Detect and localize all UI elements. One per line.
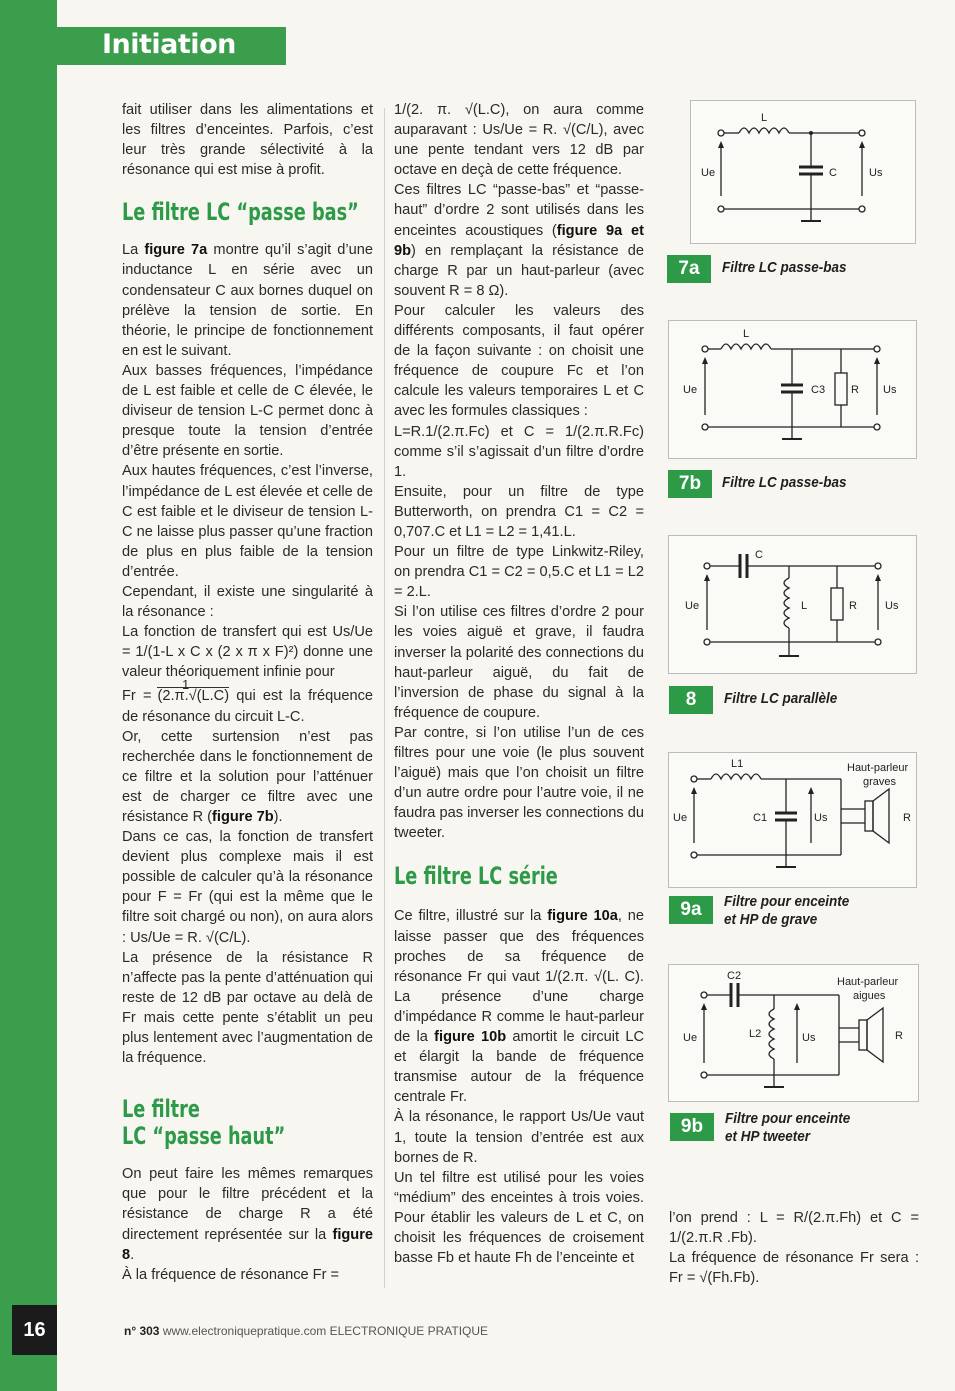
heading-lc-serie: Le filtre LC série xyxy=(394,862,558,891)
label-L2: L2 xyxy=(749,1028,762,1040)
paragraph: 1/(2. π. √(L.C), on aura comme auparavant : Us/Ue = R. √(C/L), avec une pente tendant vers 12 dB par octave en deçà de cette fréquence. xyxy=(394,102,644,179)
text: ) en remplaçant la résistance de charge R par un haut-parleur (avec souvent R = 8 Ω). xyxy=(394,242,644,299)
heading-passe-haut-1: Le filtre xyxy=(122,1095,200,1124)
label-C2: C2 xyxy=(727,970,742,982)
figure-badge-9b: 9b xyxy=(670,1113,714,1141)
paragraph: À la résonance, le rapport Us/Ue vaut 1, toute la tension d’entrée est aux bornes de R. xyxy=(394,1109,644,1166)
text: Or, cette surtension n’est pas recherchée dans le fonctionnement de ce filtre et la solution pour l’atténuer est de charger ce filtre avec une résistance R ( xyxy=(122,728,373,825)
paragraph xyxy=(122,240,373,361)
column-3 xyxy=(669,1208,919,1288)
label-R: R xyxy=(895,1030,903,1042)
paragraph xyxy=(394,180,644,301)
paragraph: Aux hautes fréquences, c’est l’inverse, l’impédance de L est élevée et celle de C est faible et le diviseur de tension L-C ne laisse plus passer qu’une fraction de plus en plus faible de la tension d’entrée. xyxy=(122,463,373,580)
figure-ref: figure 7a xyxy=(144,242,208,259)
label-L: L xyxy=(743,328,750,340)
label-L1: L1 xyxy=(731,758,744,770)
figure-caption-9b-line1: Filtre pour enceinte xyxy=(725,1110,851,1127)
text: montre qu’il s’agit d’une inductance L en série avec un condensateur C aux bornes duquel on prélève la tension de sortie. En théorie, le principe de fonctionnement en est le suivant. xyxy=(122,242,374,359)
text: amortit le circuit LC et élargit la bande de fréquence transmise autour de la fréquence centrale Fr. xyxy=(394,1029,644,1106)
site-url: www.electroniquepratique.com xyxy=(162,1324,327,1338)
figure-caption-7a: Filtre LC passe-bas xyxy=(722,259,847,276)
paragraph: Dans ce cas, la fonction de transfert devient plus complexe mais il est possible de calculer qu’à la résonance pour F = Fr (qui est la même que le filtre soit chargé ou non), on aura alors : Us/Ue = R. √(C/L). xyxy=(122,829,373,946)
label-Us: Us xyxy=(883,384,897,396)
label-C: C xyxy=(829,167,837,179)
label-Ue: Ue xyxy=(701,167,716,179)
paragraph: Cependant, il existe une singularité à la résonance : xyxy=(122,583,373,621)
label-C: C xyxy=(755,549,763,561)
left-margin-strip xyxy=(0,0,57,1391)
label-C3: C3 xyxy=(811,384,826,396)
magazine-name: ELECTRONIQUE PRATIQUE xyxy=(329,1324,489,1338)
figure-badge-7b: 7b xyxy=(668,470,712,498)
paragraph xyxy=(122,727,373,827)
text: On peut faire les mêmes remarques que pour le filtre précédent et la résistance de charge R a été directement représentée sur la xyxy=(122,1166,373,1243)
figure-7a-schematic xyxy=(690,100,916,244)
paragraph: Par contre, si l’on utilise l’un de ces filtres pour une voie (le plus souvent l’aiguë) mais que l’on choisit un filtre d’un autre ordre pour l’autre voie, il ne faudra pas inverser les connections du tweeter. xyxy=(394,724,644,842)
section-title: Initiation xyxy=(102,29,236,60)
figure-caption-7b: Filtre LC passe-bas xyxy=(722,474,847,491)
label-Us: Us xyxy=(885,600,899,612)
label-R: R xyxy=(903,812,911,824)
column-1 xyxy=(122,100,373,1285)
page-footer xyxy=(124,1324,488,1338)
section-header xyxy=(0,27,286,65)
label-Ue: Ue xyxy=(683,384,698,396)
paragraph xyxy=(122,1164,373,1264)
figure-caption-9a-line2: et HP de grave xyxy=(724,911,818,928)
label-L: L xyxy=(801,600,808,612)
label-Ue: Ue xyxy=(685,600,700,612)
label-R: R xyxy=(851,384,859,396)
label-Us: Us xyxy=(869,167,883,179)
text: qui est la fréquence de résonance du circuit L-C. xyxy=(122,688,373,725)
paragraph: l’on prend : L = R/(2.π.Fh) et C = 1/(2.π.R .Fb). xyxy=(669,1210,919,1247)
label-L: L xyxy=(761,112,768,124)
paragraph: Si l’on utilise ces filtres d’ordre 2 pour les voies aiguë et grave, il faudra inverser la polarité des connections du haut-parleur aiguë, du fait de l’inversion de phase du signal à la fréquence de coupure. xyxy=(394,604,644,721)
paragraph: Aux basses fréquences, l’impédance de L est faible et celle de C élevée, le diviseur de tension L-C permet donc à presque toute la tension d’entrée d’être présente en sortie. xyxy=(122,362,373,460)
label-C1: C1 xyxy=(753,812,768,824)
paragraph xyxy=(394,906,644,1107)
label-hp: Haut-parleur xyxy=(847,762,909,774)
figure-badge-9a: 9a xyxy=(669,896,713,924)
paragraph: Ensuite, pour un filtre de type Butterworth, on prendra C1 = C2 = 0,707.C et L1 = L2 = 1,41.L. xyxy=(394,483,644,540)
text: ). xyxy=(273,809,283,825)
heading-passe-haut-2: LC “passe haut” xyxy=(122,1122,286,1151)
figure-badge-7a: 7a xyxy=(667,255,711,283)
figure-ref: figure 10b xyxy=(434,1029,507,1046)
figure-ref: figure 8 xyxy=(122,1226,373,1263)
label-Ue: Ue xyxy=(673,812,688,824)
figure-caption-8: Filtre LC parallèle xyxy=(724,690,838,707)
column-2 xyxy=(394,100,644,1268)
figure-badge-8: 8 xyxy=(669,686,713,714)
heading-passe-bas: Le filtre LC “passe bas” xyxy=(122,198,359,227)
figure-9b-schematic xyxy=(668,964,919,1102)
text: , ne laisse passer que des fréquences proches de sa fréquence de résonance Fr qui vaut 1/(2.π. √(L. C). La présence d’une charge d’impédance R comme le haut-parleur de la xyxy=(394,908,645,1046)
paragraph: La fonction de transfert qui est Us/Ue = 1/(1-L x C x (2 x π x F)²) donne une valeur théoriquement infinie pour xyxy=(122,624,373,681)
paragraph: Un tel filtre est utilisé pour les voies “médium” des enceintes à trois voies. Pour établir les valeurs de L et C, on choisit les fréquences de croisement basse Fb et haute Fh de l’enceinte et xyxy=(394,1169,644,1267)
paragraph: La présence de la résistance R n’affecte pas la pente d’atténuation qui reste de 12 dB par octave au delà de Fr mais cette pente s’établit un peu plus lentement avec l’augmentation de la fréquence. xyxy=(122,949,373,1067)
label-R: R xyxy=(849,600,857,612)
formula-numerator: 1 xyxy=(182,677,190,693)
label-hp-type: graves xyxy=(863,776,897,788)
figure-caption-9b-line2: et HP tweeter xyxy=(725,1128,811,1145)
paragraph: À la fréquence de résonance Fr = xyxy=(122,1266,340,1283)
figure-9a-schematic xyxy=(668,752,917,888)
column-divider xyxy=(384,108,385,1288)
label-Ue: Ue xyxy=(683,1032,698,1044)
figure-caption-9a-line1: Filtre pour enceinte xyxy=(724,893,850,910)
issue-number: n° 303 xyxy=(124,1324,160,1338)
label-hp: Haut-parleur xyxy=(837,976,899,988)
label-hp-type: aigues xyxy=(853,990,886,1002)
figure-ref: figure 10a xyxy=(547,908,618,925)
figure-ref: figure 9a et 9b xyxy=(394,222,644,259)
paragraph: fait utiliser dans les alimentations et les filtres d’enceintes. Parfois, c’est leur très grande sélectivité à la résonance qui est mise à profit. xyxy=(122,102,373,179)
figure-8-schematic xyxy=(668,535,917,674)
figure-7b-schematic xyxy=(668,320,917,459)
text: La xyxy=(122,242,145,259)
label-Us: Us xyxy=(802,1032,816,1044)
text: Ces filtres LC “passe-bas” et “passe-haut” d’ordre 2 sont utilisés dans les enceintes acoustiques ( xyxy=(394,182,644,239)
formula-fr: Fr = xyxy=(122,688,152,705)
page-number: 16 xyxy=(12,1305,57,1355)
paragraph: La fréquence de résonance Fr sera : Fr = √(Fh.Fb). xyxy=(669,1250,919,1287)
figure-ref: figure 7b xyxy=(212,809,274,825)
paragraph: Pour calculer les valeurs des différents composants, il faut opérer de la façon suivante : on choisit une fréquence de coupure Fc et l’on calcule les valeurs temporaires L et C avec les formules classiques : xyxy=(394,302,644,420)
formula-denominator: (2.π.√(L.C) xyxy=(157,688,230,705)
paragraph: Pour un filtre de type Linkwitz-Riley, on prendra C1 = C2 = 0,5.C et L1 = L2 = 2.L. xyxy=(394,544,644,601)
formula-paragraph xyxy=(122,677,373,726)
paragraph: L=R.1/(2.π.Fc) et C = 1/(2.π.R.Fc) comme s’il s’agissait d’un filtre d’ordre 1. xyxy=(394,423,644,480)
text: . xyxy=(130,1246,135,1263)
label-Us: Us xyxy=(814,812,828,824)
text: Ce filtre, illustré sur la xyxy=(394,908,548,925)
